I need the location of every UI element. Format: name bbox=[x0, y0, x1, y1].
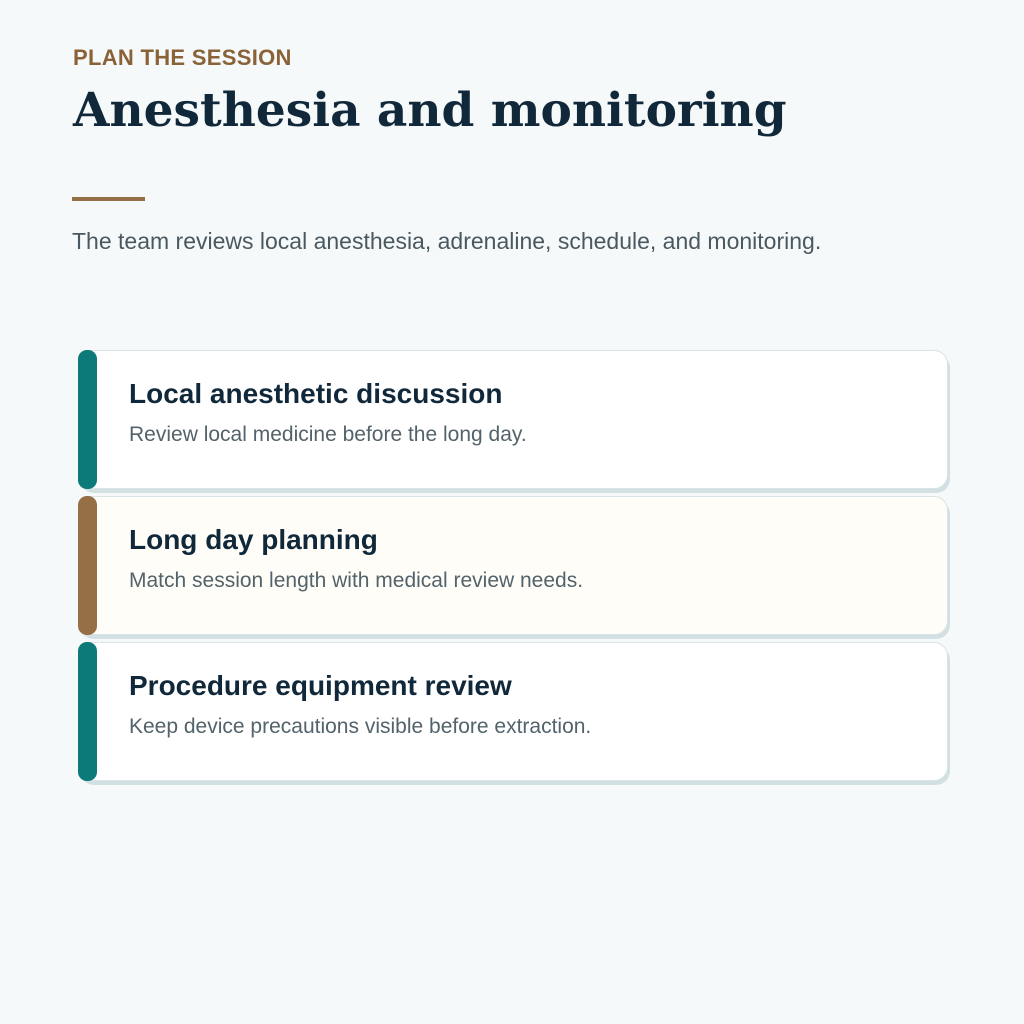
card-accent-bar bbox=[78, 642, 97, 781]
card-accent-bar bbox=[78, 496, 97, 635]
section-eyebrow: PLAN THE SESSION bbox=[73, 45, 292, 70]
card-description: Review local medicine before the long day. bbox=[129, 423, 527, 446]
card-accent-bar bbox=[78, 350, 97, 489]
card-description: Match session length with medical review needs. bbox=[129, 569, 584, 592]
page-title: Anesthesia and monitoring bbox=[73, 83, 787, 138]
card-title: Long day planning bbox=[129, 524, 378, 555]
intro-text: The team reviews local anesthesia, adrenaline, schedule, and monitoring. bbox=[72, 228, 822, 254]
card-title: Procedure equipment review bbox=[129, 670, 512, 701]
card-title: Local anesthetic discussion bbox=[129, 378, 503, 409]
card-procedure-equipment-review bbox=[78, 642, 948, 781]
card-local-anesthetic-discussion bbox=[78, 350, 948, 489]
checklist-cards bbox=[78, 350, 948, 788]
card-description: Keep device precautions visible before extraction. bbox=[129, 715, 592, 738]
title-divider bbox=[72, 197, 145, 201]
card-long-day-planning bbox=[78, 496, 948, 635]
